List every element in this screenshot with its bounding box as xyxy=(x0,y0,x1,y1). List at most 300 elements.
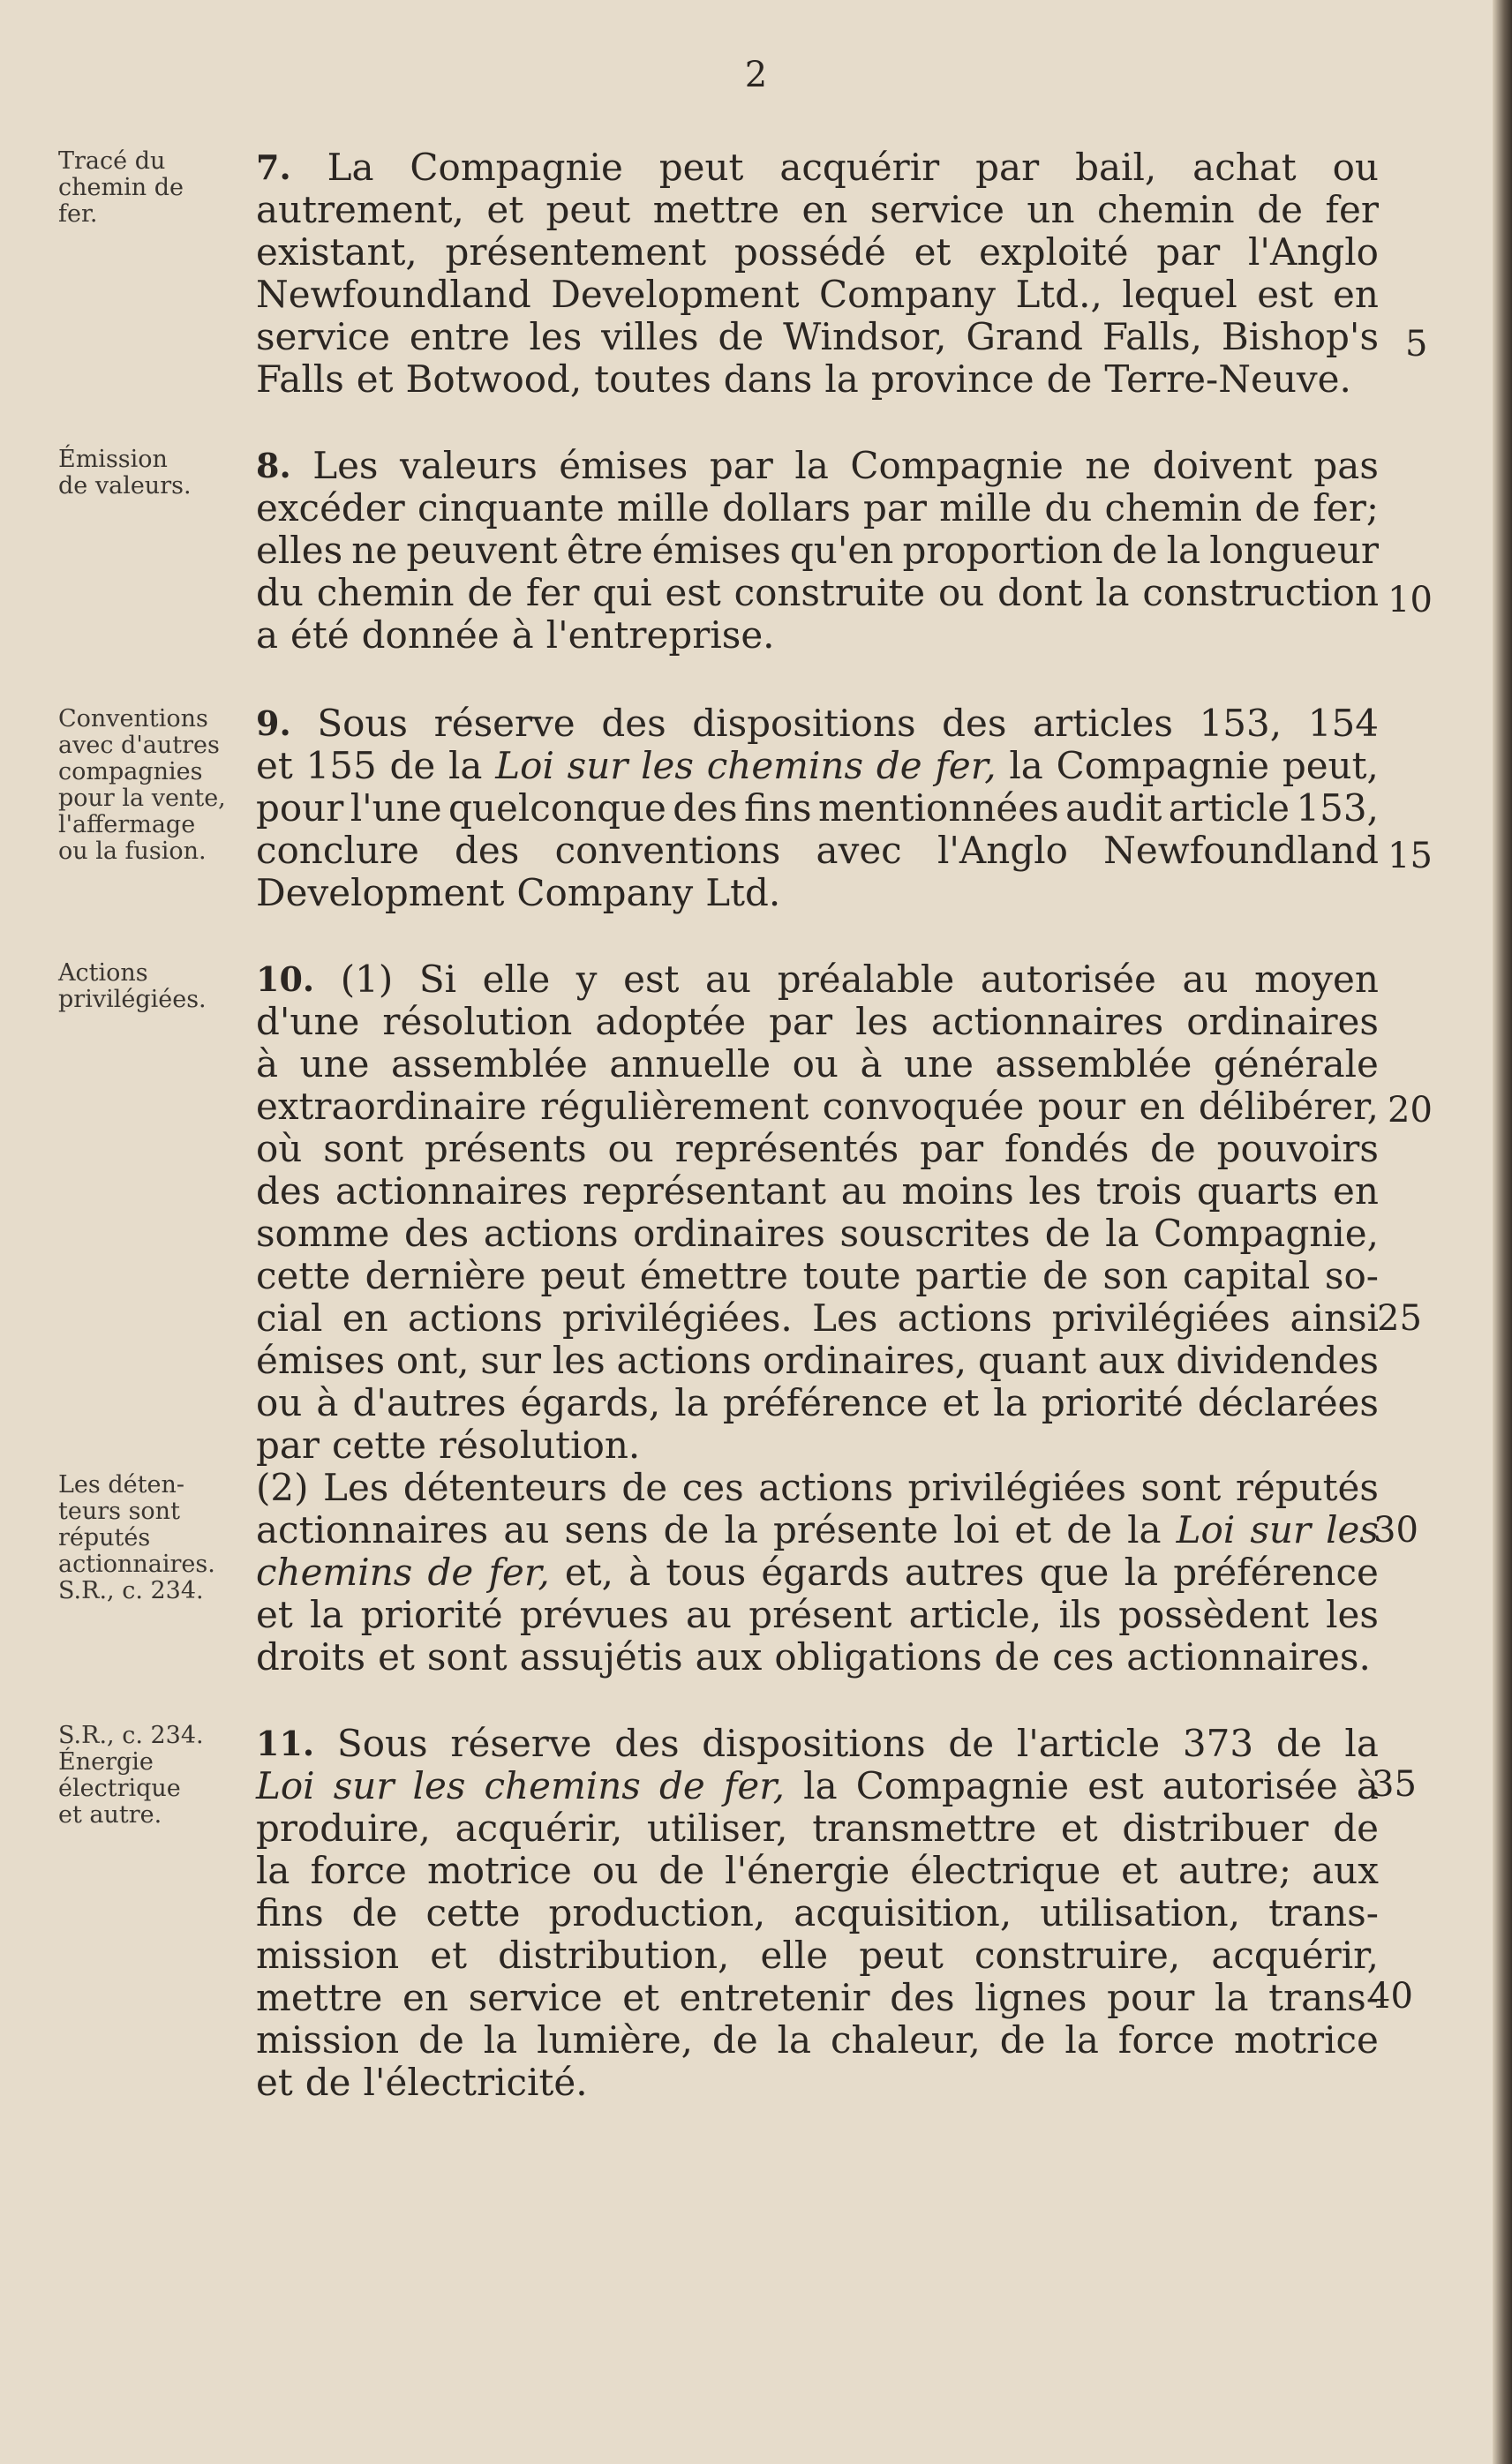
word: la xyxy=(1344,1722,1379,1765)
word: Les xyxy=(312,444,379,487)
word: déclarées xyxy=(1197,1381,1379,1424)
text-line xyxy=(256,189,1379,231)
word: pour xyxy=(256,786,344,830)
text-line xyxy=(256,1551,1379,1594)
word: résolution xyxy=(382,1000,573,1043)
article-number: 8. xyxy=(256,446,291,485)
word: peut xyxy=(540,1254,626,1297)
word: priorité xyxy=(1041,1381,1184,1424)
word: exploité xyxy=(979,230,1129,274)
text-line xyxy=(256,1977,1379,2019)
word: longueur xyxy=(1209,529,1379,572)
word: acquérir, xyxy=(455,1807,623,1850)
word: droits xyxy=(256,1635,366,1679)
word: préférence xyxy=(722,1381,929,1424)
word: extraordinaire xyxy=(256,1085,527,1128)
article-number: 10. xyxy=(256,959,315,999)
word: de xyxy=(1044,1212,1091,1255)
word: fer xyxy=(1325,188,1379,231)
word: la xyxy=(1127,1508,1162,1551)
word: en xyxy=(402,1976,448,2019)
word: réputés xyxy=(1235,1466,1379,1509)
word: assemblée xyxy=(995,1042,1192,1086)
word: la xyxy=(256,1849,290,1892)
word: fer; xyxy=(1313,486,1379,530)
word: les xyxy=(1326,1508,1379,1551)
word: Falls xyxy=(256,357,344,401)
text-line xyxy=(256,1934,1379,1977)
word: force xyxy=(310,1849,407,1892)
word: par xyxy=(1156,230,1221,274)
line-number-35: 35 xyxy=(1372,1764,1417,1805)
text-line xyxy=(256,787,1379,830)
word: chemins xyxy=(706,744,864,787)
word: possédé xyxy=(733,230,886,274)
word: autre; xyxy=(1177,1849,1292,1892)
text-line xyxy=(256,1723,1379,1765)
word: préférence xyxy=(1173,1551,1379,1594)
word: fer, xyxy=(488,1551,550,1594)
word: et xyxy=(356,357,394,401)
word: utilisation, xyxy=(1040,1891,1241,1934)
word: les xyxy=(529,315,583,358)
word: de xyxy=(467,571,514,614)
word: la xyxy=(1166,529,1201,572)
word: une xyxy=(299,1042,370,1086)
word: par xyxy=(920,1127,984,1170)
text-line xyxy=(256,274,1379,316)
margin-note-line: teurs sont xyxy=(58,1498,180,1525)
word: lignes xyxy=(974,1976,1087,2019)
word: transmettre xyxy=(812,1807,1037,1850)
article-8 xyxy=(256,445,1379,657)
word: ces xyxy=(1052,1635,1115,1679)
word: chemins xyxy=(484,1764,641,1807)
word: chemin xyxy=(316,571,455,614)
text-line xyxy=(256,358,1379,401)
word: la xyxy=(777,2018,812,2062)
word: 373 xyxy=(1182,1722,1254,1765)
word: ne xyxy=(1085,444,1132,487)
text-line xyxy=(256,872,1379,914)
margin-note-trace xyxy=(58,148,252,228)
word: Sous xyxy=(317,702,408,745)
word: quant xyxy=(977,1339,1087,1382)
word: chemin xyxy=(1096,188,1235,231)
word: à xyxy=(256,1042,279,1086)
word: possèdent xyxy=(1118,1593,1309,1636)
word: et xyxy=(1014,1508,1052,1551)
word: égards, xyxy=(520,1381,661,1424)
word: de xyxy=(1150,1127,1196,1170)
word: la xyxy=(1064,2018,1099,2062)
word: à xyxy=(511,613,534,657)
word: elles xyxy=(256,529,343,572)
text-line xyxy=(256,1297,1379,1340)
word: par xyxy=(709,444,773,487)
word: générale xyxy=(1213,1042,1379,1086)
word: autorisée xyxy=(980,958,1156,1001)
word: Falls, xyxy=(1102,315,1202,358)
word: villes xyxy=(601,315,699,358)
word: autres xyxy=(904,1551,1025,1594)
word: peuvent xyxy=(406,529,558,572)
word: elle xyxy=(482,958,551,1001)
word: conventions xyxy=(554,829,781,872)
text-line xyxy=(256,1765,1379,1807)
word: distribuer xyxy=(1122,1807,1309,1850)
word: (2) xyxy=(256,1466,309,1509)
word: Development xyxy=(256,871,505,914)
word: en xyxy=(801,188,848,231)
word: sur xyxy=(1250,1508,1312,1551)
word: mettre xyxy=(652,188,780,231)
text-line xyxy=(256,830,1379,872)
word: présentement xyxy=(445,230,707,274)
word: par xyxy=(769,1000,833,1043)
word: des xyxy=(403,1212,470,1255)
word: actionnaires xyxy=(931,1000,1164,1043)
word: mille xyxy=(939,486,1033,530)
word: actionnaires. xyxy=(1126,1635,1371,1679)
margin-note-line: de valeurs. xyxy=(58,472,192,500)
text-line xyxy=(256,1807,1379,1850)
word: un xyxy=(1027,188,1075,231)
word: Ltd. xyxy=(705,871,781,914)
text-line xyxy=(256,1594,1379,1636)
word: une xyxy=(904,1042,974,1086)
word: trans- xyxy=(1268,1976,1379,2019)
word: peut xyxy=(859,1934,944,1977)
word: des xyxy=(890,1976,955,2019)
word: toutes xyxy=(594,357,711,401)
word: peut xyxy=(545,188,631,231)
word: priorité xyxy=(360,1593,503,1636)
word: Newfoundland xyxy=(1103,829,1379,872)
word: à xyxy=(1356,1764,1379,1807)
word: somme xyxy=(256,1212,390,1255)
word: l'entreprise. xyxy=(545,613,775,657)
word: émises xyxy=(256,1339,386,1382)
word: acquisition, xyxy=(794,1891,1012,1934)
word: actions xyxy=(616,1339,752,1382)
line-number-5: 5 xyxy=(1405,324,1428,364)
word: Sous xyxy=(336,1722,428,1765)
word: l'énergie xyxy=(725,1849,891,1892)
word: ordinaires xyxy=(633,1212,825,1255)
word: l'Anglo xyxy=(1248,230,1379,274)
word: article, xyxy=(908,1593,1042,1636)
word: Company xyxy=(516,871,694,914)
word: moyen xyxy=(1254,958,1379,1001)
word: et xyxy=(256,1593,293,1636)
text-line xyxy=(256,1892,1379,1934)
word: mille xyxy=(616,486,710,530)
word: privilégiées xyxy=(1051,1296,1271,1340)
word: fer, xyxy=(723,1764,786,1807)
text-line xyxy=(256,2019,1379,2062)
word: la xyxy=(1124,1551,1159,1594)
word: à xyxy=(316,1381,339,1424)
word: représentant xyxy=(582,1169,826,1213)
text-line xyxy=(256,572,1379,614)
article-7 xyxy=(256,146,1379,401)
margin-note-line: électrique xyxy=(58,1775,181,1802)
text-line xyxy=(256,1467,1379,1509)
word: Loi xyxy=(1176,1508,1236,1551)
word: mission xyxy=(256,2018,400,2062)
word: du xyxy=(1044,486,1093,530)
word: articles xyxy=(1033,702,1173,745)
word: ou xyxy=(256,1381,303,1424)
word: construite xyxy=(733,571,926,614)
text-line xyxy=(256,1255,1379,1297)
word: motrice xyxy=(426,1849,572,1892)
word: Loi xyxy=(256,1764,315,1807)
word: la xyxy=(483,2018,518,2062)
margin-note-line: Conventions xyxy=(58,705,208,732)
word: excéder xyxy=(256,486,405,530)
word: sont xyxy=(1140,1466,1222,1509)
word: cial xyxy=(256,1296,323,1340)
word: égards xyxy=(761,1551,890,1594)
text-line xyxy=(256,316,1379,358)
word: par xyxy=(256,1424,320,1467)
word: est xyxy=(665,571,721,614)
word: convoquée xyxy=(822,1085,1025,1128)
word: les xyxy=(1326,1593,1379,1636)
text-line xyxy=(256,1128,1379,1170)
word: en xyxy=(1333,1169,1379,1213)
margin-note-line: Émission xyxy=(58,446,168,473)
margin-note-line: réputés xyxy=(58,1524,151,1551)
word: cette xyxy=(425,1891,521,1934)
word: l'Anglo xyxy=(937,829,1068,872)
text-line xyxy=(256,1213,1379,1255)
word: proportion xyxy=(902,529,1103,572)
word: construire, xyxy=(974,1934,1181,1977)
word: lequel xyxy=(1122,273,1237,316)
article-9 xyxy=(256,702,1379,914)
word: dans xyxy=(723,357,813,401)
word: et xyxy=(378,1635,415,1679)
word: émises xyxy=(651,529,781,572)
word: est xyxy=(1257,273,1313,316)
word: dont xyxy=(997,571,1083,614)
word: force xyxy=(1117,2018,1215,2062)
word: fondés xyxy=(1004,1127,1130,1170)
word: entre xyxy=(409,315,510,358)
word: ces xyxy=(681,1466,744,1509)
word: du xyxy=(256,571,304,614)
word: ordinaires xyxy=(1186,1000,1379,1043)
word: ou xyxy=(1332,146,1379,189)
word: partie xyxy=(915,1254,1028,1297)
word: audit xyxy=(1065,786,1162,830)
word: pas xyxy=(1313,444,1379,487)
word: fins xyxy=(743,786,812,830)
word: ordinaires, xyxy=(763,1339,967,1382)
word: réserve xyxy=(433,702,575,745)
word: peut xyxy=(658,146,744,189)
text-line xyxy=(256,487,1379,530)
word: de xyxy=(1046,357,1093,401)
word: avec xyxy=(816,829,902,872)
word: (1) xyxy=(340,958,394,1001)
word: Terre-Neuve. xyxy=(1104,357,1351,401)
word: qu'en xyxy=(789,529,894,572)
line-number-25: 25 xyxy=(1377,1298,1422,1339)
margin-note-line: chemin de xyxy=(58,174,184,201)
word: tous xyxy=(666,1551,747,1594)
word: résolution. xyxy=(439,1424,641,1467)
word: assujétis xyxy=(519,1635,683,1679)
text-line xyxy=(256,745,1379,787)
word: quarts xyxy=(1196,1169,1319,1213)
word: pour xyxy=(1107,1976,1195,2019)
word: émises xyxy=(559,444,688,487)
word: La xyxy=(327,146,374,189)
word: l'article xyxy=(1016,1722,1161,1765)
margin-note-line: actionnaires. xyxy=(58,1551,215,1578)
word: y xyxy=(575,958,598,1001)
word: aux xyxy=(1097,1339,1165,1382)
word: annuelle xyxy=(609,1042,771,1086)
word: de xyxy=(351,1891,398,1934)
word: des xyxy=(614,1722,680,1765)
word: bail, xyxy=(1075,146,1157,189)
margin-note-detenteurs xyxy=(58,1472,252,1604)
text-line xyxy=(256,2062,1379,2104)
article-number: 11. xyxy=(256,1724,315,1763)
word: Compagnie xyxy=(410,146,623,189)
word: autorisée xyxy=(1162,1764,1338,1807)
word: 153, xyxy=(1296,786,1379,830)
word: la xyxy=(1215,1976,1249,2019)
word: Newfoundland xyxy=(256,273,531,316)
word: de xyxy=(418,2018,464,2062)
article-10 xyxy=(256,958,1379,1679)
word: de xyxy=(718,315,764,358)
word: elle xyxy=(760,1934,829,1977)
word: fins xyxy=(256,1891,324,1934)
text-line xyxy=(256,1636,1379,1679)
word: fer, xyxy=(935,744,997,787)
text-line xyxy=(256,1001,1379,1043)
word: la xyxy=(1095,571,1130,614)
word: peut, xyxy=(1282,744,1379,787)
word: de xyxy=(999,2018,1046,2062)
word: Ltd., xyxy=(1015,273,1102,316)
word: Development xyxy=(551,273,800,316)
word: mentionnées xyxy=(818,786,1059,830)
word: au xyxy=(1182,958,1229,1001)
margin-note-energie xyxy=(58,1723,252,1829)
word: de xyxy=(663,1508,710,1551)
word: sont xyxy=(426,1635,508,1679)
word: Les xyxy=(812,1296,878,1340)
word: représentés xyxy=(674,1127,899,1170)
word: présent xyxy=(748,1593,892,1636)
line-number-30: 30 xyxy=(1373,1510,1418,1551)
margin-note-actions xyxy=(58,960,252,1013)
word: est xyxy=(1087,1764,1144,1807)
word: de xyxy=(621,1466,668,1509)
word: la xyxy=(1009,744,1043,787)
word: la xyxy=(309,1593,344,1636)
word: délibérer, xyxy=(1198,1085,1379,1128)
line-number-10: 10 xyxy=(1388,580,1433,620)
word: dispositions xyxy=(702,1722,926,1765)
word: ont, xyxy=(395,1339,470,1382)
word: les xyxy=(552,1339,606,1382)
word: des xyxy=(601,702,666,745)
text-line xyxy=(256,146,1379,189)
word: d'une xyxy=(256,1000,360,1043)
word: valeurs xyxy=(400,444,538,487)
word: pouvoirs xyxy=(1216,1127,1379,1170)
word: de xyxy=(948,1722,995,1765)
word: ainsi xyxy=(1290,1296,1379,1340)
word: réserve xyxy=(450,1722,592,1765)
word: des xyxy=(942,702,1007,745)
word: Compagnie xyxy=(850,444,1064,487)
word: mettre xyxy=(256,1976,383,2019)
text-line xyxy=(256,445,1379,487)
word: produire, xyxy=(256,1807,431,1850)
word: cinquante xyxy=(417,486,605,530)
word: a xyxy=(256,613,279,657)
word: la xyxy=(993,1381,1027,1424)
word: présente xyxy=(773,1508,939,1551)
margin-note-line: Tracé du xyxy=(58,147,166,175)
text-line xyxy=(256,1850,1379,1892)
word: trois xyxy=(1095,1169,1183,1213)
word: cette xyxy=(332,1424,427,1467)
text-line xyxy=(256,1086,1379,1128)
word: au xyxy=(503,1508,550,1551)
word: la xyxy=(724,1508,758,1551)
word: adoptée xyxy=(595,1000,747,1043)
word: chemins xyxy=(256,1551,413,1594)
word: de xyxy=(1066,1508,1112,1551)
margin-note-line: ou la fusion. xyxy=(58,838,207,865)
word: détenteurs xyxy=(402,1466,607,1509)
word: pour xyxy=(1037,1085,1126,1128)
word: sur xyxy=(333,1764,395,1807)
line-number-40: 40 xyxy=(1368,1976,1413,2017)
word: et xyxy=(1121,1849,1158,1892)
word: existant, xyxy=(256,230,417,274)
word: 153, xyxy=(1199,702,1283,745)
word: Compagnie, xyxy=(1154,1212,1379,1255)
word: dernière xyxy=(365,1254,526,1297)
word: et xyxy=(942,1381,980,1424)
word: cette xyxy=(256,1254,350,1297)
word: la xyxy=(803,1764,838,1807)
margin-note-line: S.R., c. 234. xyxy=(58,1577,204,1604)
word: 154 xyxy=(1307,702,1379,745)
word: ou xyxy=(591,1849,639,1892)
article-11 xyxy=(256,1723,1379,2104)
word: dollars xyxy=(722,486,851,530)
word: Compagnie xyxy=(1056,744,1270,787)
word: les xyxy=(641,744,694,787)
word: de xyxy=(658,1764,705,1807)
word: est xyxy=(623,958,680,1001)
word: la xyxy=(448,744,483,787)
word: ou xyxy=(607,1127,654,1170)
